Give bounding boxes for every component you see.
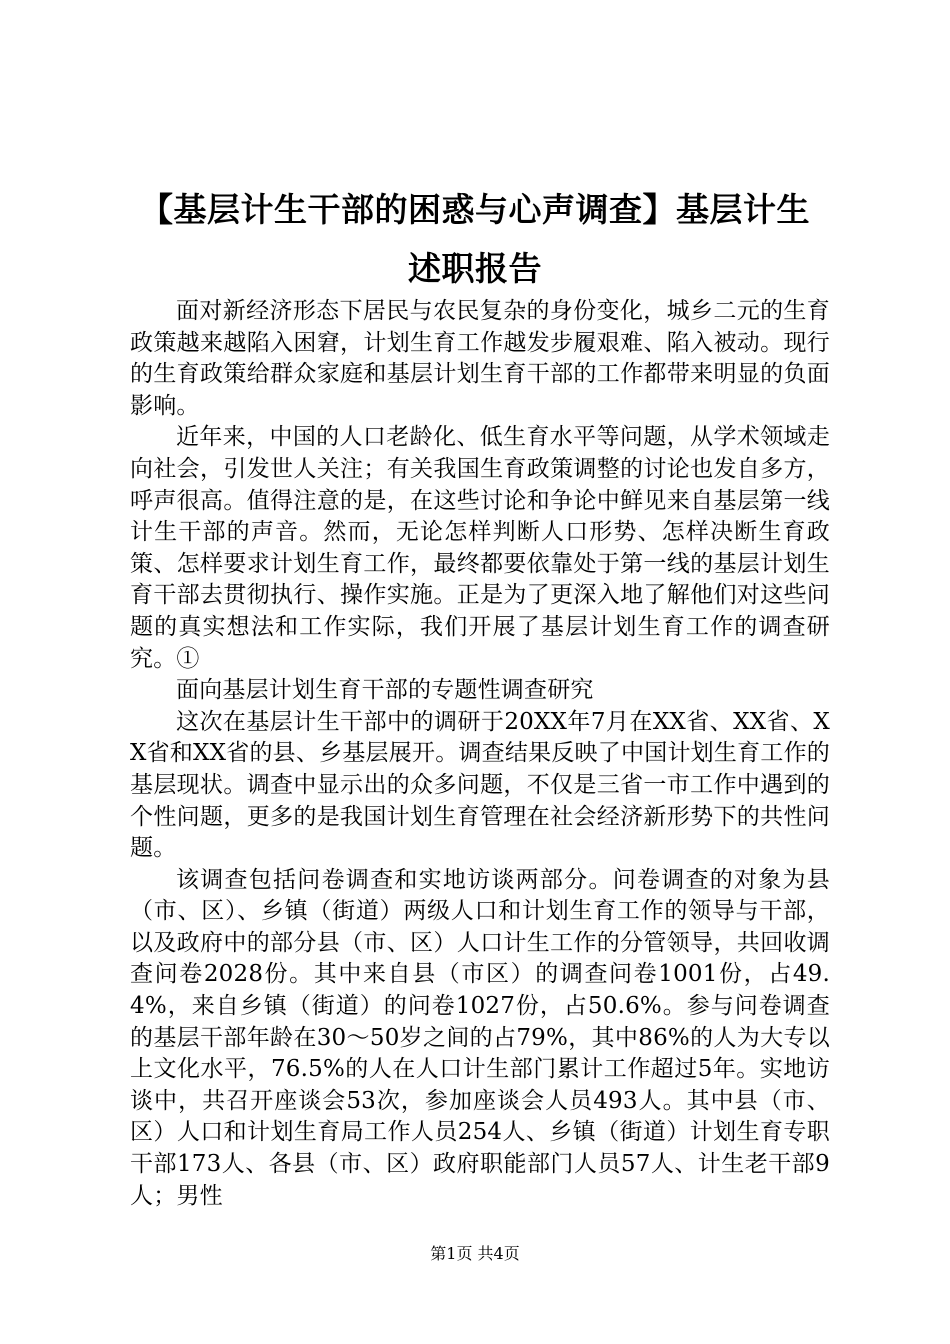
page-footer: 第1页 共4页 <box>430 1244 520 1263</box>
paragraph-4: 该调查包括问卷调查和实地访谈两部分。问卷调查的对象为县（市、区）、乡镇（街道）两级人口和计划生育工作的领导与干部，以及政府中的部分县（市、区）人口计生工作的分管领导，共回收调查问卷2028份。其中来自县（市区）的调查问卷1001份，占49.4%，来自乡镇（街道）的问卷1027份，占50.6%。参与问卷调查的基层干部年龄在30～50岁之间的占79%，其中86%的人为大专以上文化水平，76.5%的人在人口计生部门累计工作超过5年。实地访谈中，共召开座谈会53次，参加座谈会人员493人。其中县（市、区）人口和计划生育局工作人员254人、乡镇（街道）计划生育专职干部173人、各县（市、区）政府职能部门人员57人、计生老干部9人；男性 <box>130 866 830 1209</box>
paragraph-1: 面对新经济形态下居民与农民复杂的身份变化，城乡二元的生育政策越来越陷入困窘，计划生育工作越发步履艰难、陷入被动。现行的生育政策给群众家庭和基层计划生育干部的工作都带来明显的负面影响。 <box>130 298 830 419</box>
paragraph-3: 这次在基层计生干部中的调研于20XX年7月在XX省、XX省、XX省和XX省的县、乡基层展开。调查结果反映了中国计划生育工作的基层现状。调查中显示出的众多问题，不仅是三省一市工作中遇到的个性问题，更多的是我国计划生育管理在社会经济新形势下的共性问题。 <box>130 708 830 862</box>
document-title-line-2: 述职报告 <box>408 249 542 288</box>
document-body <box>130 296 830 1212</box>
section-subheading: 面向基层计划生育干部的专题性调查研究 <box>176 677 594 704</box>
document-title-line-1: 【基层计生干部的困惑与心声调查】基层计生 <box>140 190 810 229</box>
paragraph-2: 近年来，中国的人口老龄化、低生育水平等问题，从学术领域走向社会，引发世人关注；有关我国生育政策调整的讨论也发自多方，呼声很高。值得注意的是，在这些讨论和争论中鲜见来自基层第一线计生干部的声音。然而，无论怎样判断人口形势、怎样决断生育政策、怎样要求计划生育工作，最终都要依靠处于第一线的基层计划生育干部去贯彻执行、操作实施。正是为了更深入地了解他们对这些问题的真实想法和工作实际，我们开展了基层计划生育工作的调查研究。① <box>130 424 830 672</box>
